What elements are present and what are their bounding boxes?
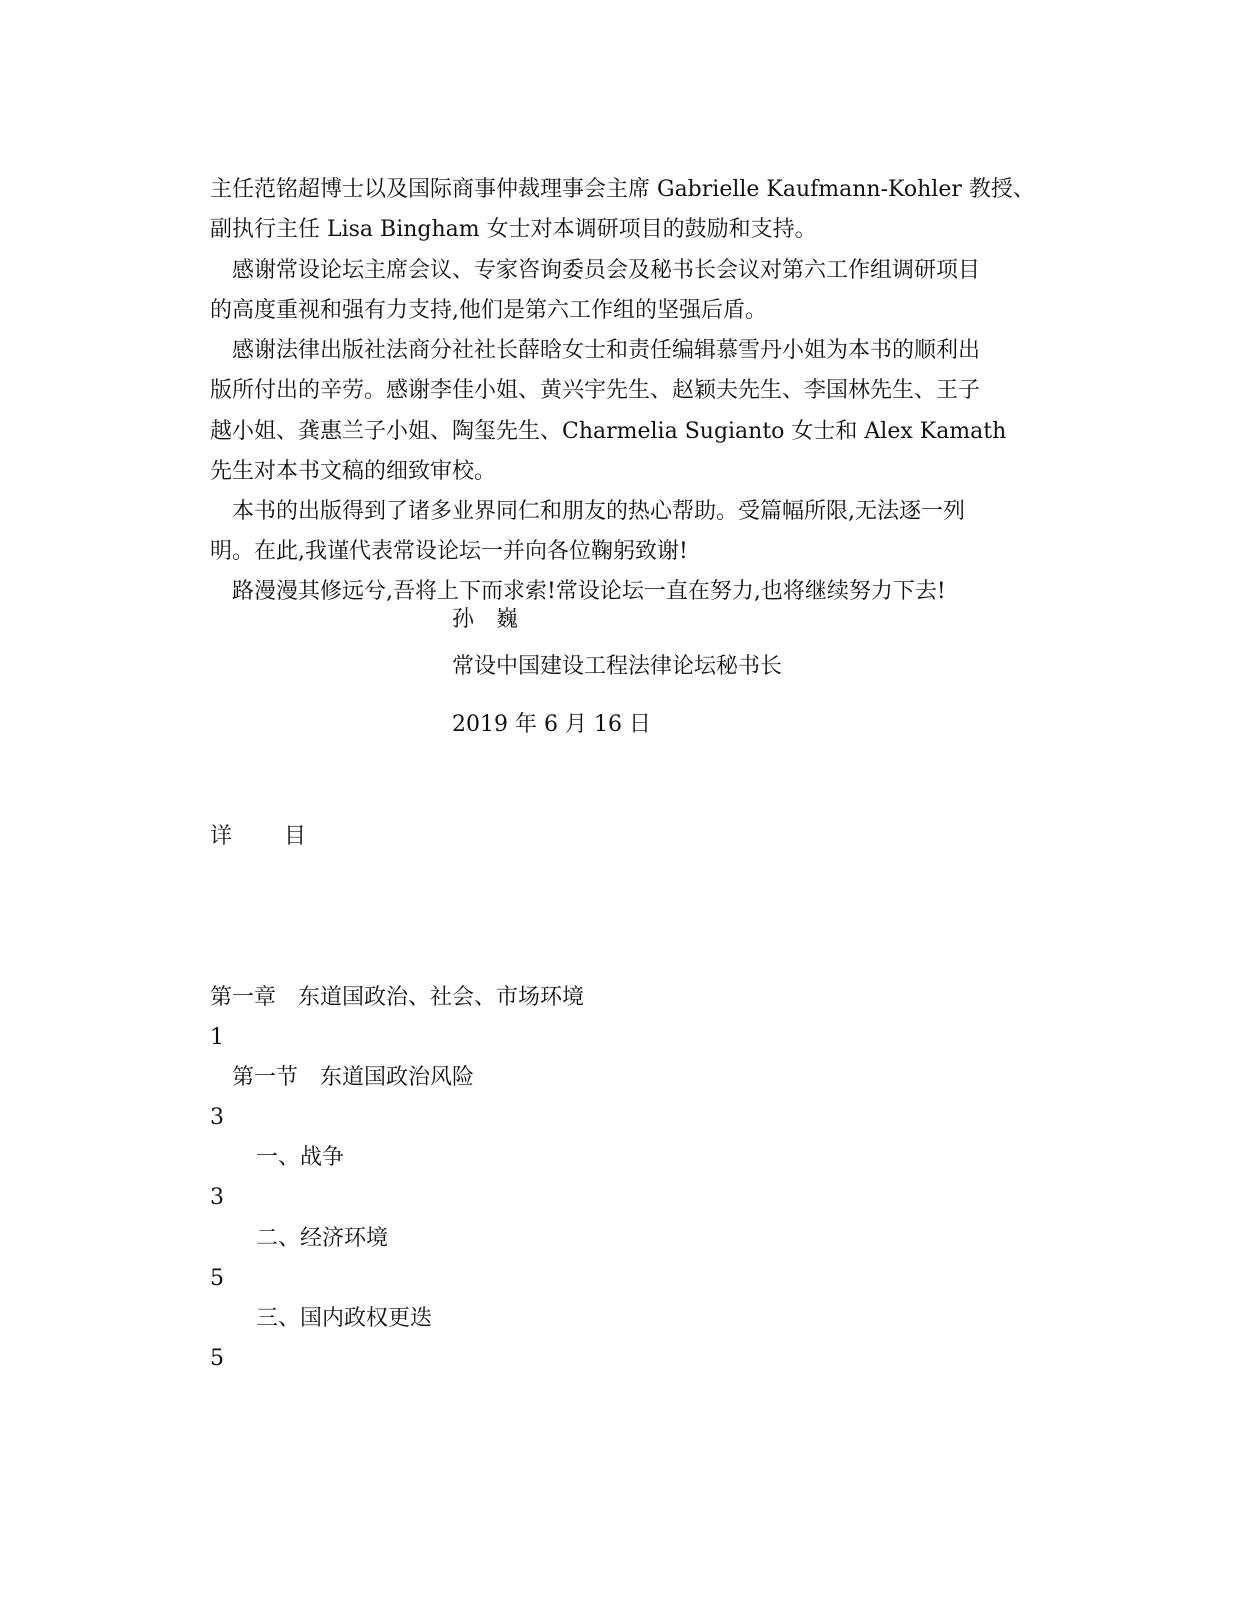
toc-entry-page: 1 bbox=[210, 1025, 224, 1050]
toc-entry-label: 第一章 东道国政治、社会、市场环境 bbox=[210, 985, 585, 1010]
preface-line: 明。在此,我谨代表常设论坛一并向各位鞠躬致谢! bbox=[210, 539, 688, 564]
toc-entry-label: 三、国内政权更迭 bbox=[256, 1306, 433, 1331]
toc-title-right: 目 bbox=[284, 824, 307, 849]
preface-line: 感谢常设论坛主席会议、专家咨询委员会及秘书长会议对第六工作组调研项目 bbox=[232, 258, 981, 283]
preface-line: 版所付出的辛劳。感谢李佳小姐、黄兴宇先生、赵颖夫先生、李国林先生、王子 bbox=[210, 378, 981, 403]
preface-line: 本书的出版得到了诸多业界同仁和朋友的热心帮助。受篇幅所限,无法逐一列 bbox=[232, 499, 965, 524]
toc-entry-page: 3 bbox=[210, 1185, 224, 1210]
signature-title: 常设中国建设工程法律论坛秘书长 bbox=[452, 654, 783, 679]
preface-line: 的高度重视和强有力支持,他们是第六工作组的坚强后盾。 bbox=[210, 298, 767, 323]
signature-date: 2019 年 6 月 16 日 bbox=[452, 712, 651, 737]
preface-line: 先生对本书文稿的细致审校。 bbox=[210, 459, 497, 484]
toc-entry-page: 3 bbox=[210, 1105, 224, 1130]
toc-entry-label: 第一节 东道国政治风险 bbox=[232, 1065, 475, 1090]
preface-line: 感谢法律出版社法商分社社长薛晗女士和责任编辑慕雪丹小姐为本书的顺利出 bbox=[232, 338, 981, 363]
toc-title-left: 详 bbox=[210, 824, 233, 849]
preface-line: 主任范铭超博士以及国际商事仲裁理事会主席 Gabrielle Kaufmann-Kohler 教授、 bbox=[210, 177, 1035, 202]
preface-line: 越小姐、龚惠兰子小姐、陶玺先生、Charmelia Sugianto 女士和 Alex Kamath bbox=[210, 419, 1007, 444]
toc-entry-page: 5 bbox=[210, 1266, 224, 1291]
toc-entry-label: 二、经济环境 bbox=[256, 1226, 389, 1251]
toc-entry-page: 5 bbox=[210, 1346, 224, 1371]
preface-line: 副执行主任 Lisa Bingham 女士对本调研项目的鼓励和支持。 bbox=[210, 217, 817, 242]
toc-title bbox=[210, 822, 306, 852]
toc-entry-label: 一、战争 bbox=[256, 1145, 345, 1170]
signature-name: 孙 巍 bbox=[452, 607, 519, 632]
preface-line: 路漫漫其修远兮,吾将上下而求索!常设论坛一直在努力,也将继续努力下去! bbox=[232, 579, 946, 604]
